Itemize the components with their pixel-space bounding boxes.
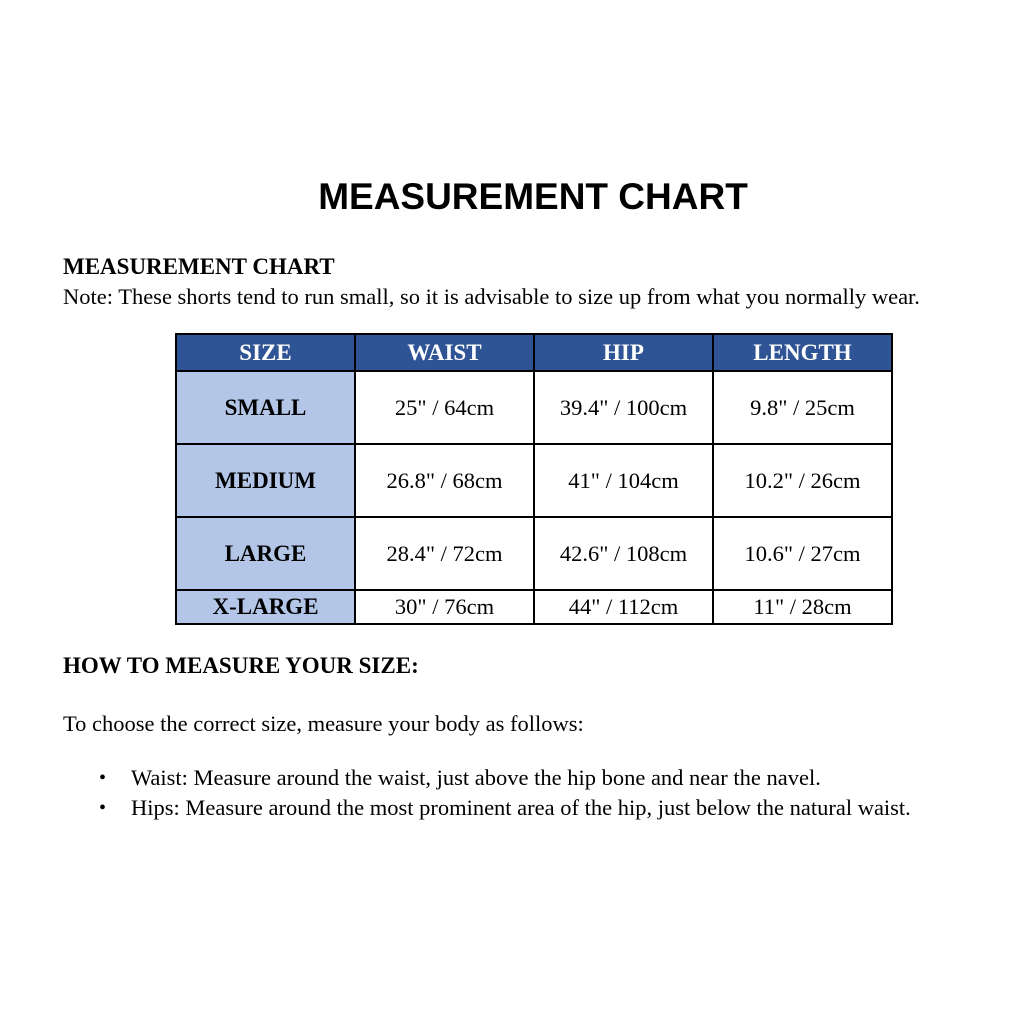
cell-small-waist: 25" / 64cm: [355, 371, 534, 444]
column-header-waist: WAIST: [355, 334, 534, 371]
page-title: MEASUREMENT CHART: [318, 176, 748, 217]
cell-xlarge-hip: 44" / 112cm: [534, 590, 713, 624]
measurement-table: [175, 333, 893, 625]
cell-large-hip: 42.6" / 108cm: [534, 517, 713, 590]
list-item-waist: [0, 763, 1024, 793]
row-label-medium: MEDIUM: [176, 444, 355, 517]
cell-xlarge-waist: 30" / 76cm: [355, 590, 534, 624]
measure-instructions-list: [0, 763, 1024, 823]
how-to-heading: HOW TO MEASURE YOUR SIZE:: [63, 653, 419, 678]
column-header-length: LENGTH: [713, 334, 892, 371]
row-label-xlarge: X-LARGE: [176, 590, 355, 624]
row-label-large: LARGE: [176, 517, 355, 590]
column-header-hip: HIP: [534, 334, 713, 371]
cell-large-waist: 28.4" / 72cm: [355, 517, 534, 590]
cell-medium-hip: 41" / 104cm: [534, 444, 713, 517]
table-row-small: [176, 371, 892, 444]
bullet-icon: •: [99, 767, 107, 789]
section-heading: MEASUREMENT CHART: [63, 254, 335, 279]
how-to-intro: To choose the correct size, measure your body as follows:: [63, 711, 584, 736]
cell-medium-length: 10.2" / 26cm: [713, 444, 892, 517]
table-row-xlarge: [176, 590, 892, 624]
list-item-text: Hips: Measure around the most prominent area of the hip, just below the natural waist.: [131, 795, 911, 820]
list-item-hips: [0, 793, 1024, 823]
cell-medium-waist: 26.8" / 68cm: [355, 444, 534, 517]
sizing-note: Note: These shorts tend to run small, so it is advisable to size up from what you normally wear.: [63, 284, 920, 309]
row-label-small: SMALL: [176, 371, 355, 444]
table-row-medium: [176, 444, 892, 517]
cell-large-length: 10.6" / 27cm: [713, 517, 892, 590]
cell-xlarge-length: 11" / 28cm: [713, 590, 892, 624]
cell-small-length: 9.8" / 25cm: [713, 371, 892, 444]
bullet-icon: •: [99, 797, 107, 819]
table-row-large: [176, 517, 892, 590]
table-header-row: [176, 334, 892, 371]
list-item-text: Waist: Measure around the waist, just above the hip bone and near the navel.: [131, 765, 821, 790]
column-header-size: SIZE: [176, 334, 355, 371]
cell-small-hip: 39.4" / 100cm: [534, 371, 713, 444]
